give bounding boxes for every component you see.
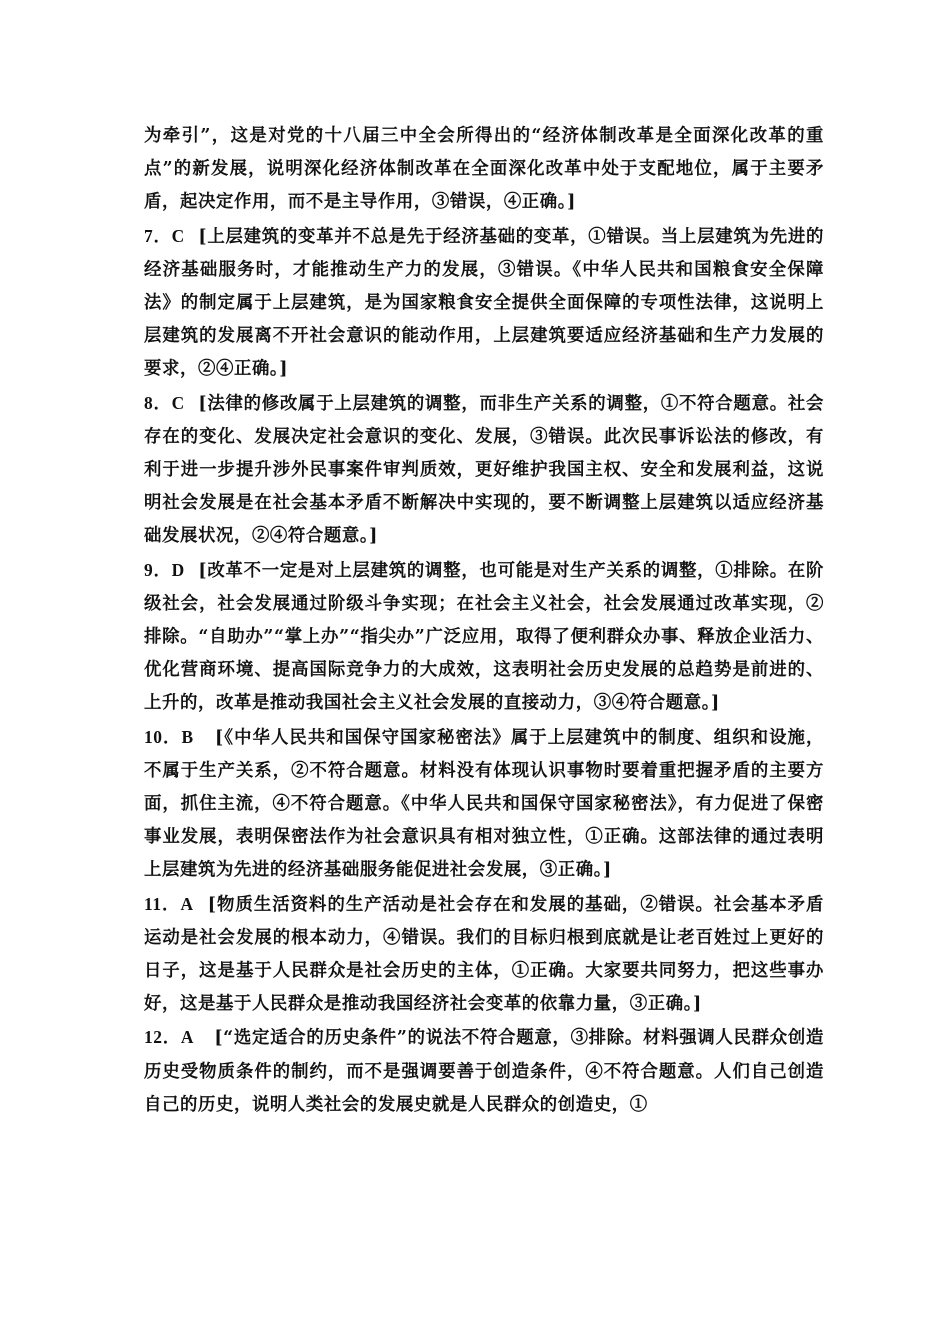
answer-explanations — [144, 120, 824, 1122]
question-number: 9． — [144, 559, 172, 580]
paragraph-continuation — [144, 120, 824, 220]
answer-item-9 — [144, 554, 824, 721]
question-number: 12． — [144, 1027, 181, 1048]
answer-item-11 — [144, 888, 824, 1022]
question-number: 10． — [144, 726, 182, 747]
explanation-text: [物质生活资料的生产活动是社会存在和发展的基础，②错误。社会基本矛盾运动是社会发展的根本动力，④错误。我们的目标归根到底就是让老百姓过上更好的日子，这是基于人民群众是社会历史的主体，①正确。大家要共同努力，把这些事办好，这是基于人民群众是推动我国经济社会变革的依靠力量，③正确。] — [144, 894, 824, 1015]
answer-letter: C — [171, 392, 185, 413]
question-number: 11． — [144, 893, 181, 914]
explanation-text: [改革不一定是对上层建筑的调整，也可能是对生产关系的调整，①排除。在阶级社会，社会发展通过阶级斗争实现；在社会主义社会，社会发展通过改革实现，②排除。“自助办”“掌上办”“指尖办”广泛应用，取得了便利群众办事、释放企业活力、优化营商环境、提高国际竞争力的大成效，这表明社会历史发展的总趋势是前进的、上升的，改革是推动我国社会主义社会发展的直接动力，③④符合题意。] — [144, 560, 824, 714]
explanation-text: [《中华人民共和国保守国家秘密法》属于上层建筑中的制度、组织和设施，不属于生产关系，②不符合题意。材料没有体现认识事物时要着重把握矛盾的主要方面，抓住主流，④不符合题意。《中华人民共和国保守国家秘密法》，有力促进了保密事业发展，表明保密法作为社会意识具有相对独立性，①正确。这部法律的通过表明上层建筑为先进的经济基础服务能促进社会发展，③正确。] — [144, 727, 824, 881]
question-number: 7． — [144, 225, 172, 246]
question-number: 8． — [144, 392, 172, 413]
answer-item-10 — [144, 721, 824, 888]
answer-letter: B — [181, 726, 194, 747]
answer-item-8 — [144, 387, 824, 554]
answer-letter: C — [171, 225, 185, 246]
answer-item-7 — [144, 220, 824, 387]
explanation-text: [“选定适合的历史条件”的说法不符合题意，③排除。材料强调人民群众创造历史受物质条件的制约，而不是强调要善于创造条件，④不符合题意。人们自己创造自己的历史，说明人类社会的发展史就是人民群众的创造史，① — [144, 1028, 824, 1115]
answer-letter: D — [171, 559, 185, 580]
explanation-text: [上层建筑的变革并不总是先于经济基础的变革，①错误。当上层建筑为先进的经济基础服务时，才能推动生产力的发展，③错误。《中华人民共和国粮食安全保障法》的制定属于上层建筑，是为国家粮食安全提供全面保障的专项性法律，这说明上层建筑的发展离不开社会意识的能动作用，上层建筑要适应经济基础和生产力发展的要求，②④正确。] — [144, 226, 824, 380]
answer-letter: A — [180, 1027, 194, 1048]
answer-item-12 — [144, 1021, 824, 1122]
explanation-text: [法律的修改属于上层建筑的调整，而非生产关系的调整，①不符合题意。社会存在的变化、发展决定社会意识的变化、发展，③错误。此次民事诉讼法的修改，有利于进一步提升涉外民事案件审判质效，更好维护我国主权、安全和发展利益，这说明社会发展是在社会基本矛盾不断解决中实现的，要不断调整上层建筑以适应经济基础发展状况，②④符合题意。] — [144, 393, 824, 547]
paragraph-text: 为牵引”，这是对党的十八届三中全会所得出的“经济体制改革是全面深化改革的重点”的新发展，说明深化经济体制改革在全面深化改革中处于支配地位，属于主要矛盾，起决定作用，而不是主导作用，③错误，④正确。] — [144, 126, 824, 213]
answer-letter: A — [180, 893, 194, 914]
